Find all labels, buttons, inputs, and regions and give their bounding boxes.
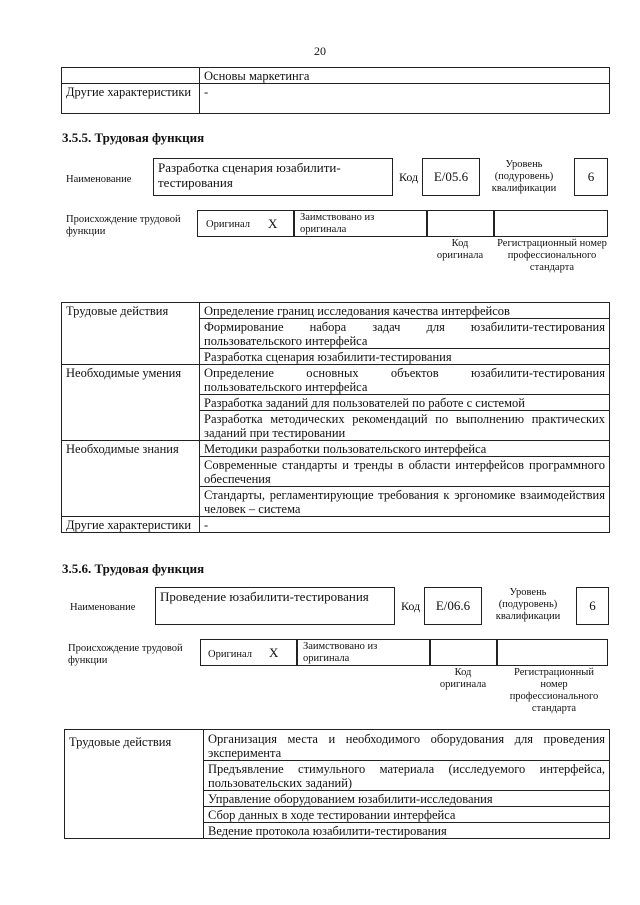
orig-code-caption: Код оригинала [436,238,484,261]
code-value: E/05.6 [422,158,480,196]
borrowed-label: Заимствовано из оригинала [300,212,375,235]
name-label: Наименование [66,174,132,185]
original-mark: X [268,216,278,231]
origin-borrowed-cell [297,639,430,666]
name-value-box [153,158,393,196]
origin-label: Происхождение трудовой функции [68,643,183,666]
row-item: Организация места и необходимого оборудования для проведения эксперимента [204,730,610,761]
function-table [61,302,610,533]
orig-code-caption: Код оригинала [439,667,487,690]
borrowed-label: Заимствовано из оригинала [303,641,378,664]
origin-original-cell [197,210,294,237]
level-label: Уровень (подуровень) квалификации [495,587,561,622]
top-table-empty-cell [62,68,200,84]
row-label: Трудовые действия [65,730,204,839]
top-table-value: Основы маркетинга [200,68,610,84]
level-value: 6 [576,587,609,625]
page-number: 20 [314,44,326,58]
row-item: Современные стандарты и тренды в области интерфейсов программного обеспечения [200,457,610,487]
row-item: Ведение протокола юзабилити-тестирования [204,823,610,839]
row-item: Разработка заданий для пользователей по работе с системой [200,395,610,411]
origin-original-cell [200,639,297,666]
row-item: Стандарты, регламентирующие требования к эргономике взаимодействия человек – система [200,487,610,517]
origin-label: Происхождение трудовой функции [66,214,181,237]
reg-number-caption: Регистрационный номер профессионального стандарта [497,238,607,273]
name-value: Разработка сценария юзабилити-тестирования [158,160,341,190]
original-label: Оригинал [208,649,252,660]
function-table [64,729,610,839]
row-item: Сбор данных в ходе тестировании интерфейса [204,807,610,823]
row-label: Необходимые знания [62,441,200,517]
section-heading: 3.5.6. Трудовая функция [62,561,205,576]
code-label: Код [401,599,421,613]
row-item: Разработка сценария юзабилити-тестирования [200,349,610,365]
name-label: Наименование [70,602,136,613]
reg-number-caption: Регистрационный номер профессионального стандарта [509,667,599,714]
origin-code-cell [430,639,497,666]
origin-code-cell [427,210,494,237]
level-label: Уровень (подуровень) квалификации [491,159,557,194]
origin-reg-cell [494,210,608,237]
code-label: Код [399,170,419,184]
original-label: Оригинал [206,219,250,230]
level-value: 6 [574,158,608,196]
code-value: E/06.6 [424,587,482,625]
name-value-box [155,587,395,625]
row-item: Формирование набора задач для юзабилити-тестирования пользовательского интерфейса [200,319,610,349]
row-label: Трудовые действия [62,303,200,365]
original-mark: X [269,645,279,660]
row-item: Определение основных объектов юзабилити-тестирования пользовательского интерфейса [200,365,610,395]
row-item: Определение границ исследования качества интерфейсов [200,303,610,319]
top-table-value: - [200,84,610,114]
top-table-label: Другие характеристики [62,84,200,114]
origin-reg-cell [497,639,608,666]
row-label: Другие характеристики [62,517,200,533]
row-item: - [200,517,610,533]
row-item: Разработка методических рекомендаций по выполнению практических заданий при тестировании [200,411,610,441]
row-item: Управление оборудованием юзабилити-исследования [204,791,610,807]
section-heading: 3.5.5. Трудовая функция [62,130,205,145]
row-label: Необходимые умения [62,365,200,441]
name-value: Проведение юзабилити-тестирования [160,589,369,604]
row-item: Методики разработки пользовательского интерфейса [200,441,610,457]
row-item: Предъявление стимульного материала (исследуемого интерфейса, пользовательских заданий) [204,761,610,791]
origin-borrowed-cell [294,210,427,237]
top-table [61,67,610,114]
